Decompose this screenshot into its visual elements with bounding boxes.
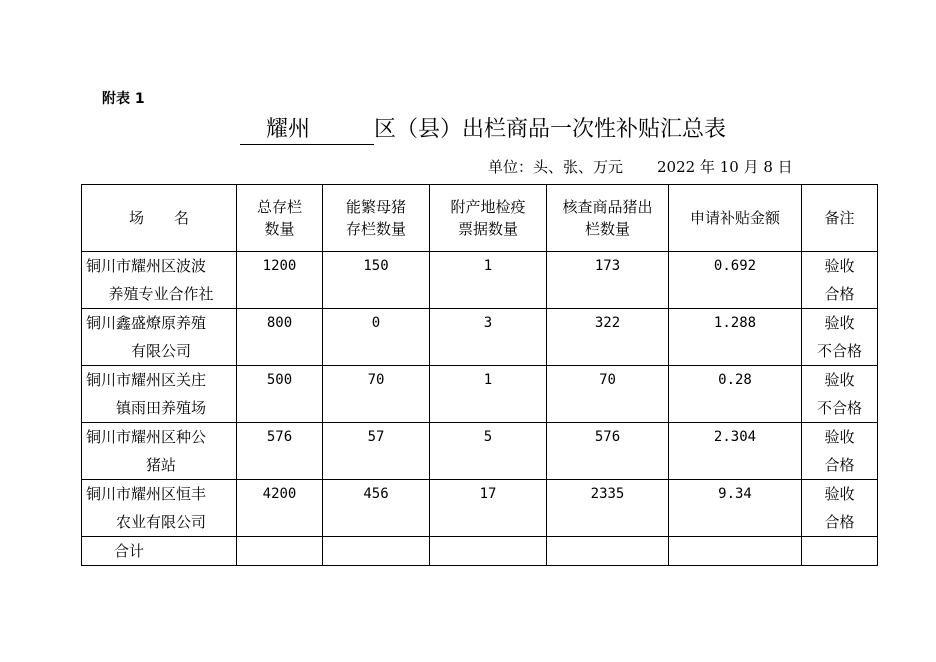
title-text: 区（县）出栏商品一次性补贴汇总表 [374,117,727,142]
total-empty-cell [802,537,878,566]
subsidy-summary-table [81,184,878,566]
table-row [82,366,878,423]
total-empty-cell [323,537,430,566]
unit-date-line [488,156,793,177]
amount-cell: 1.288 [669,309,802,366]
sows-cell: 150 [323,252,430,309]
header-row [82,185,878,252]
verified-cell: 322 [547,309,669,366]
verified-cell: 2335 [547,480,669,537]
quarantine-cell: 1 [430,366,547,423]
farm-name-cell [82,480,237,537]
quarantine-cell: 3 [430,309,547,366]
sows-cell: 456 [323,480,430,537]
total-stock-cell: 576 [237,423,323,480]
header-sows: 能繁母猪 存栏数量 [323,185,430,252]
header-total-stock: 总存栏 数量 [237,185,323,252]
quarantine-cell: 17 [430,480,547,537]
document-title [240,116,726,145]
table-row [82,252,878,309]
farm-name-line1: 铜川市耀州区关庄 [86,371,207,389]
total-empty-cell [237,537,323,566]
title-place-name: 耀州 [240,116,374,145]
total-stock-cell: 1200 [237,252,323,309]
farm-name-cell [82,423,237,480]
header-farm-name: 场 名 [82,185,237,252]
amount-cell: 9.34 [669,480,802,537]
quarantine-cell: 1 [430,252,547,309]
header-amount: 申请补贴金额 [669,185,802,252]
farm-name-line2: 镇雨田养殖场 [115,399,206,417]
sows-cell: 57 [323,423,430,480]
date-text: 2022 年 10 月 8 日 [657,158,793,176]
header-verified: 核查商品猪出 栏数量 [547,185,669,252]
table-row [82,480,878,537]
remark-cell: 验收 合格 [802,480,878,537]
header-remark: 备注 [802,185,878,252]
total-stock-cell: 500 [237,366,323,423]
remark-cell: 验收 不合格 [802,309,878,366]
amount-cell: 2.304 [669,423,802,480]
annex-label: 附表 1 [102,91,145,107]
farm-name-cell [82,252,237,309]
table-body [82,252,878,566]
total-stock-cell: 800 [237,309,323,366]
farm-name-line1: 铜川市耀州区波波 [86,257,207,275]
amount-cell: 0.28 [669,366,802,423]
sows-cell: 0 [323,309,430,366]
remark-cell: 验收 合格 [802,423,878,480]
verified-cell: 173 [547,252,669,309]
total-stock-cell: 4200 [237,480,323,537]
total-empty-cell [430,537,547,566]
unit-text: 单位：头、张、万元 [488,158,624,176]
total-row [82,537,878,566]
verified-cell: 576 [547,423,669,480]
verified-cell: 70 [547,366,669,423]
remark-cell: 验收 不合格 [802,366,878,423]
farm-name-line1: 铜川鑫盛燎原养殖 [86,314,207,332]
amount-cell: 0.692 [669,252,802,309]
header-quarantine: 附产地检疫 票据数量 [430,185,547,252]
total-label: 合计 [82,537,237,566]
table-row [82,309,878,366]
farm-name-cell [82,309,237,366]
farm-name-cell [82,366,237,423]
farm-name-line1: 铜川市耀州区恒丰 [86,485,207,503]
farm-name-line1: 铜川市耀州区种公 [86,428,207,446]
farm-name-line2: 养殖专业合作社 [108,285,214,303]
quarantine-cell: 5 [430,423,547,480]
total-empty-cell [669,537,802,566]
farm-name-line2: 猪站 [145,456,176,474]
total-empty-cell [547,537,669,566]
remark-cell: 验收 合格 [802,252,878,309]
farm-name-line2: 有限公司 [130,342,191,360]
farm-name-line2: 农业有限公司 [115,513,206,531]
table-row [82,423,878,480]
sows-cell: 70 [323,366,430,423]
